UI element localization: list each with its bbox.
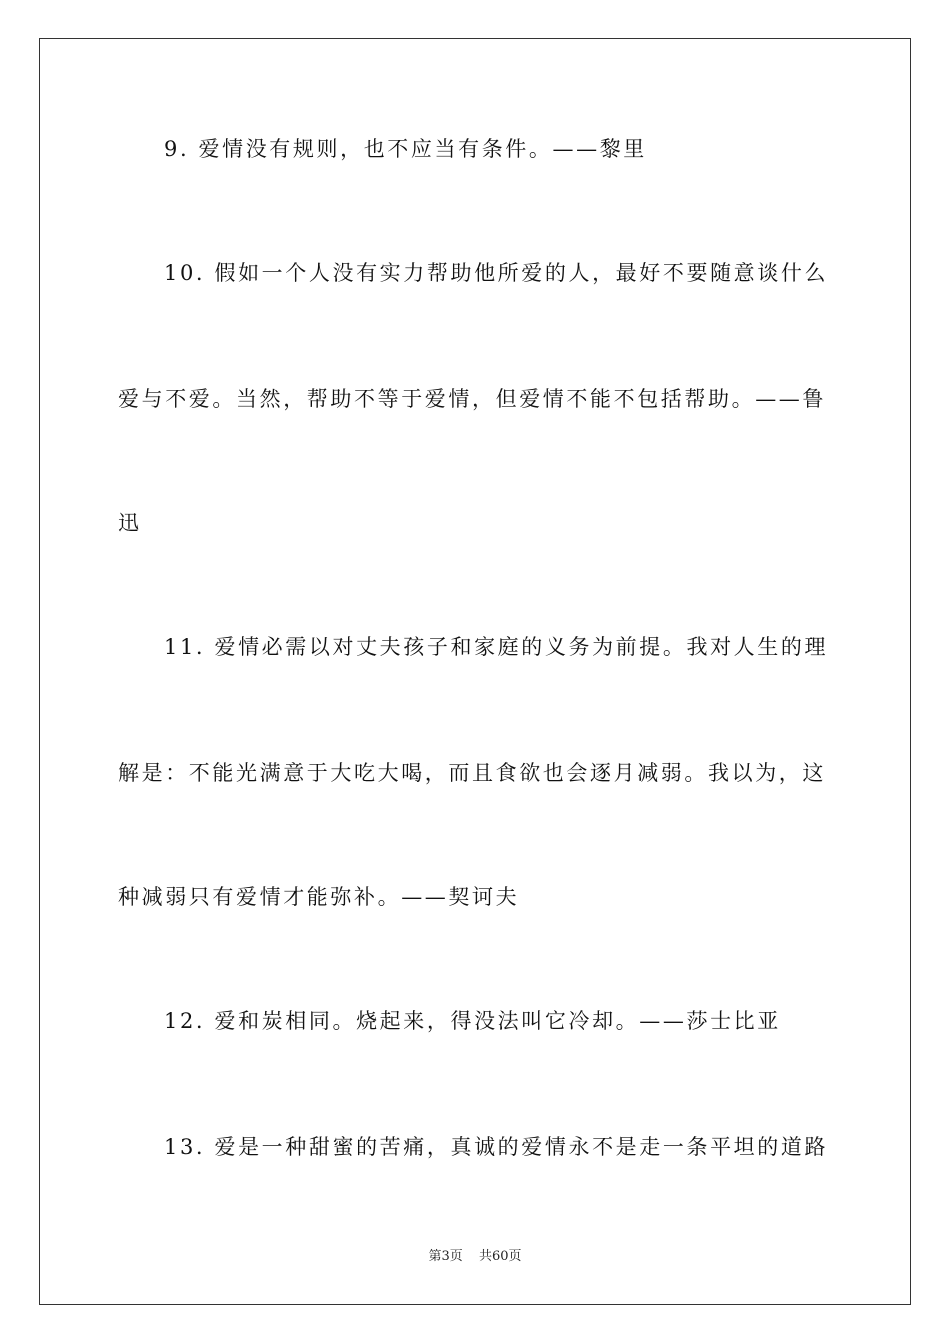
paragraph-line: 解是：不能光满意于大吃大喝，而且食欲也会逐月减弱。我以为，这 (118, 761, 826, 785)
page-border (39, 38, 911, 1305)
paragraph-line: 10. 假如一个人没有实力帮助他所爱的人，最好不要随意谈什么 (164, 261, 829, 285)
paragraph-line: 11. 爱情必需以对丈夫孩子和家庭的义务为前提。我对人生的理 (164, 635, 829, 659)
page-number: 第3页 (428, 1249, 463, 1264)
page-total: 共60页 (478, 1249, 522, 1264)
paragraph-line: 9. 爱情没有规则，也不应当有条件。——黎里 (164, 137, 647, 161)
paragraph-line: 迅 (118, 511, 142, 535)
paragraph-line: 爱与不爱。当然，帮助不等于爱情，但爱情不能不包括帮助。——鲁 (118, 387, 826, 411)
page-footer (0, 1248, 950, 1266)
paragraph-line: 12. 爱和炭相同。烧起来，得没法叫它冷却。——莎士比亚 (164, 1009, 781, 1033)
paragraph-line: 种减弱只有爱情才能弥补。——契诃夫 (118, 885, 520, 909)
paragraph-line: 13. 爱是一种甜蜜的苦痛，真诚的爱情永不是走一条平坦的道路 (164, 1135, 829, 1159)
